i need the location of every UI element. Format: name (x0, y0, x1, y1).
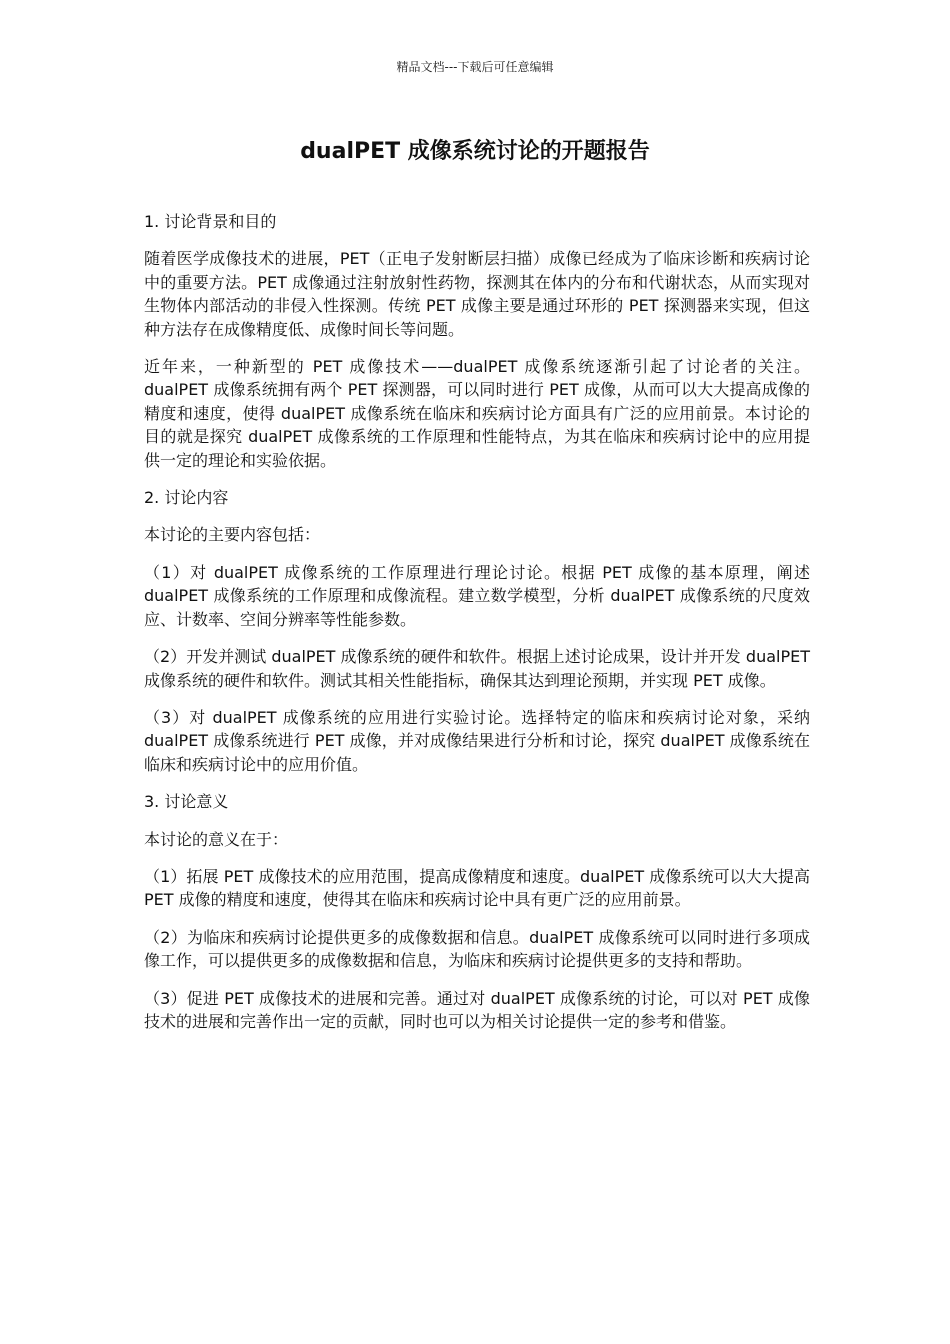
document-body (144, 210, 810, 1047)
document-title: dualPET 成像系统讨论的开题报告 (300, 139, 650, 164)
page-header-note: 精品文档---下载后可任意编辑 (396, 60, 554, 74)
section-2-heading: 2. 讨论内容 (144, 488, 229, 508)
section-1-heading: 1. 讨论背景和目的 (144, 212, 277, 231)
section-2-item-2: （2）开发并测试 dualPET 成像系统的硬件和软件。根据上述讨论成果，设计并开发 dualPET 成像系统的硬件和软件。测试其相关性能指标，确保其达到理论预期，并实现 PET 成像。 (144, 647, 810, 690)
section-3-heading: 3. 讨论意义 (144, 792, 229, 812)
section-3-item-2: （2）为临床和疾病讨论提供更多的成像数据和信息。dualPET 成像系统可以同时进行多项成像工作，可以提供更多的成像数据和信息，为临床和疾病讨论提供更多的支持和帮助。 (144, 927, 810, 971)
section-1-paragraph-1: 随着医学成像技术的进展，PET（正电子发射断层扫描）成像已经成为了临床诊断和疾病讨论中的重要方法。PET 成像通过注射放射性药物，探测其在体内的分布和代谢状态，从而实现对生物体内部活动的非侵入性探测。传统 PET 成像主要是通过环形的 PET 探测器来实现，但这种方法存在成像精度低、成像时间长等问题。 (144, 249, 810, 339)
section-2-intro: 本讨论的主要内容包括： (144, 525, 321, 545)
section-1-paragraph-2: 近年来，一种新型的 PET 成像技术——dualPET 成像系统逐渐引起了讨论者的关注。dualPET 成像系统拥有两个 PET 探测器，可以同时进行 PET 成像，从而可以大大提高成像的精度和速度，使得 dualPET 成像系统在临床和疾病讨论方面具有广泛的应用前景。本讨论的目的就是探究 dualPET 成像系统的工作原理和性能特点，为其在临床和疾病讨论中的应用提供一定的理论和实验依据。 (144, 357, 810, 470)
section-3-item-3: （3）促进 PET 成像技术的进展和完善。通过对 dualPET 成像系统的讨论，可以对 PET 成像技术的进展和完善作出一定的贡献，同时也可以为相关讨论提供一定的参考和借鉴。 (144, 988, 810, 1031)
section-2-item-1: （1）对 dualPET 成像系统的工作原理进行理论讨论。根据 PET 成像的基本原理，阐述 dualPET 成像系统的工作原理和成像流程。建立数学模型，分析 dualPET 成像系统的尺度效应、计数率、空间分辨率等性能参数。 (144, 562, 810, 629)
section-3-intro: 本讨论的意义在于： (144, 829, 289, 849)
section-3-item-1: （1）拓展 PET 成像技术的应用范围，提高成像精度和速度。dualPET 成像系统可以大大提高 PET 成像的精度和速度，使得其在临床和疾病讨论中具有更广泛的应用前景。 (144, 866, 810, 910)
section-2-item-3: （3）对 dualPET 成像系统的应用进行实验讨论。选择特定的临床和疾病讨论对象，采纳 dualPET 成像系统进行 PET 成像，并对成像结果进行分析和讨论，探究 dualPET 成像系统在临床和疾病讨论中的应用价值。 (144, 707, 810, 774)
